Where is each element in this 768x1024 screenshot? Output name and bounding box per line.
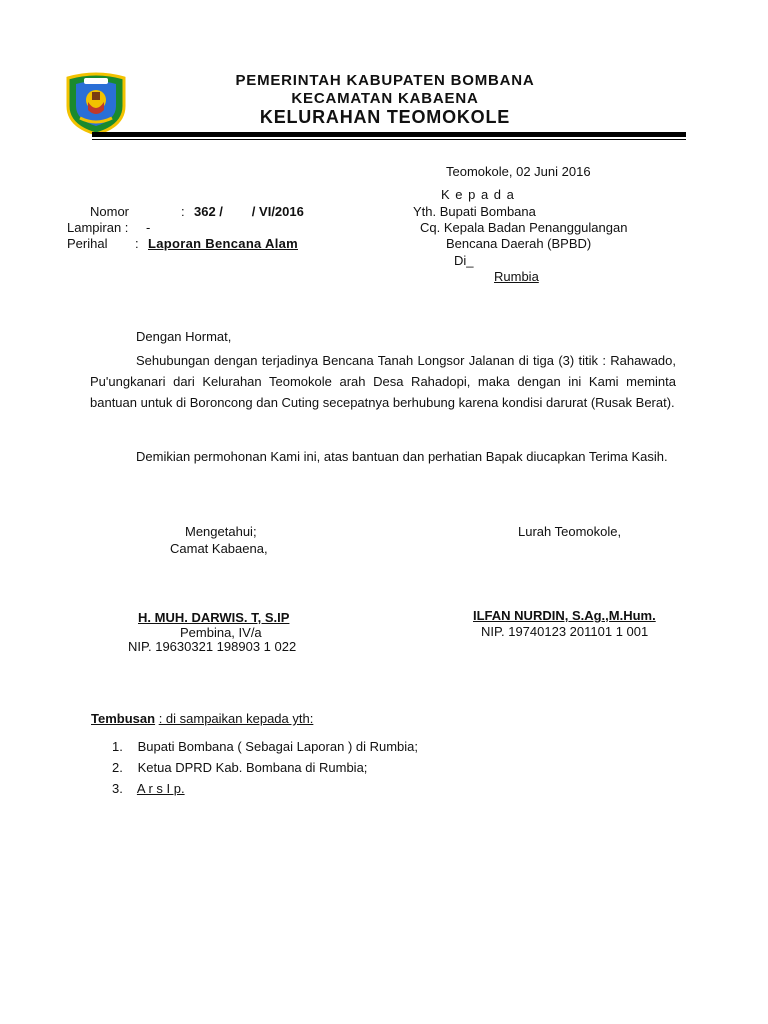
list-item [112,778,418,799]
letterhead-line-2: KECAMATAN KABAENA [291,90,479,107]
list-item-number: 3. [112,781,123,796]
tembusan-intro: : di sampaikan kepada yth: [158,711,314,726]
list-item-number: 2. [112,760,123,775]
left-signatory-name: H. MUH. DARWIS. T, S.IP [138,610,290,625]
letterhead-rule-thick [92,132,686,137]
list-item-text: A r s I p. [136,781,185,796]
perihal-separator: : [135,236,139,251]
left-signatory-nip: NIP. 19630321 198903 1 022 [128,639,297,654]
tembusan-list [112,736,418,799]
right-signature-title: Lurah Teomokole, [518,524,622,539]
list-item [112,757,418,778]
list-item-text: Bupati Bombana ( Sebagai Laporan ) di Rumbia; [137,739,419,754]
right-signatory-name: ILFAN NURDIN, S.Ag.,M.Hum. [473,608,656,623]
lampiran-label: Lampiran : [67,220,129,235]
regency-emblem-logo [64,70,128,136]
body-paragraph-1: Sehubungan dengan terjadinya Bencana Tanah Longsor Jalanan di tiga (3) titik : Rahawado, Pu'ungkanari dari Kelurahan Teomokole arah Desa Rahadopi, maka dengan ini Kami meminta bantuan untuk di Boroncong dan Cuting secepatnya berhubung karena kondisi darurat (Rusak Berat). [90,353,676,410]
letter-date: Teomokole, 02 Juni 2016 [446,164,591,179]
perihal-value: Laporan Bencana Alam [148,236,299,251]
right-signatory-nip: NIP. 19740123 201101 1 001 [481,624,649,639]
recipient-di: Di_ [454,253,474,268]
recipient-kepada: K e p a d a [441,187,515,202]
perihal-label: Perihal [67,236,108,251]
salutation: Dengan Hormat, [136,329,232,344]
recipient-cq: Cq. Kepala Badan Penanggulangan [420,220,628,235]
nomor-label: Nomor [90,204,130,219]
lampiran-value: - [146,220,151,235]
body-paragraph-2: Demikian permohonan Kami ini, atas bantuan dan perhatian Bapak diucapkan Terima Kasih. [136,449,668,464]
letterhead-line-3: KELURAHAN TEOMOKOLE [259,107,511,127]
left-signature-title-2: Camat Kabaena, [170,541,268,556]
recipient-yth: Yth. Bupati Bombana [413,204,536,219]
list-item-text: Ketua DPRD Kab. Bombana di Rumbia; [137,760,368,775]
nomor-value: 362 / / VI/2016 [194,204,304,219]
tembusan-label: Tembusan [91,711,156,726]
tembusan-heading [91,711,313,726]
letterhead-rule-thin [92,139,686,140]
letterhead-line-1: PEMERINTAH KABUPATEN BOMBANA [235,72,535,89]
recipient-cq-2: Bencana Daerah (BPBD) [446,236,592,251]
list-item-number: 1. [112,739,123,754]
left-signatory-rank: Pembina, IV/a [180,625,262,640]
recipient-place: Rumbia [494,269,539,284]
list-item [112,736,418,757]
nomor-separator: : [181,204,185,219]
left-signature-title-1: Mengetahui; [185,524,257,539]
